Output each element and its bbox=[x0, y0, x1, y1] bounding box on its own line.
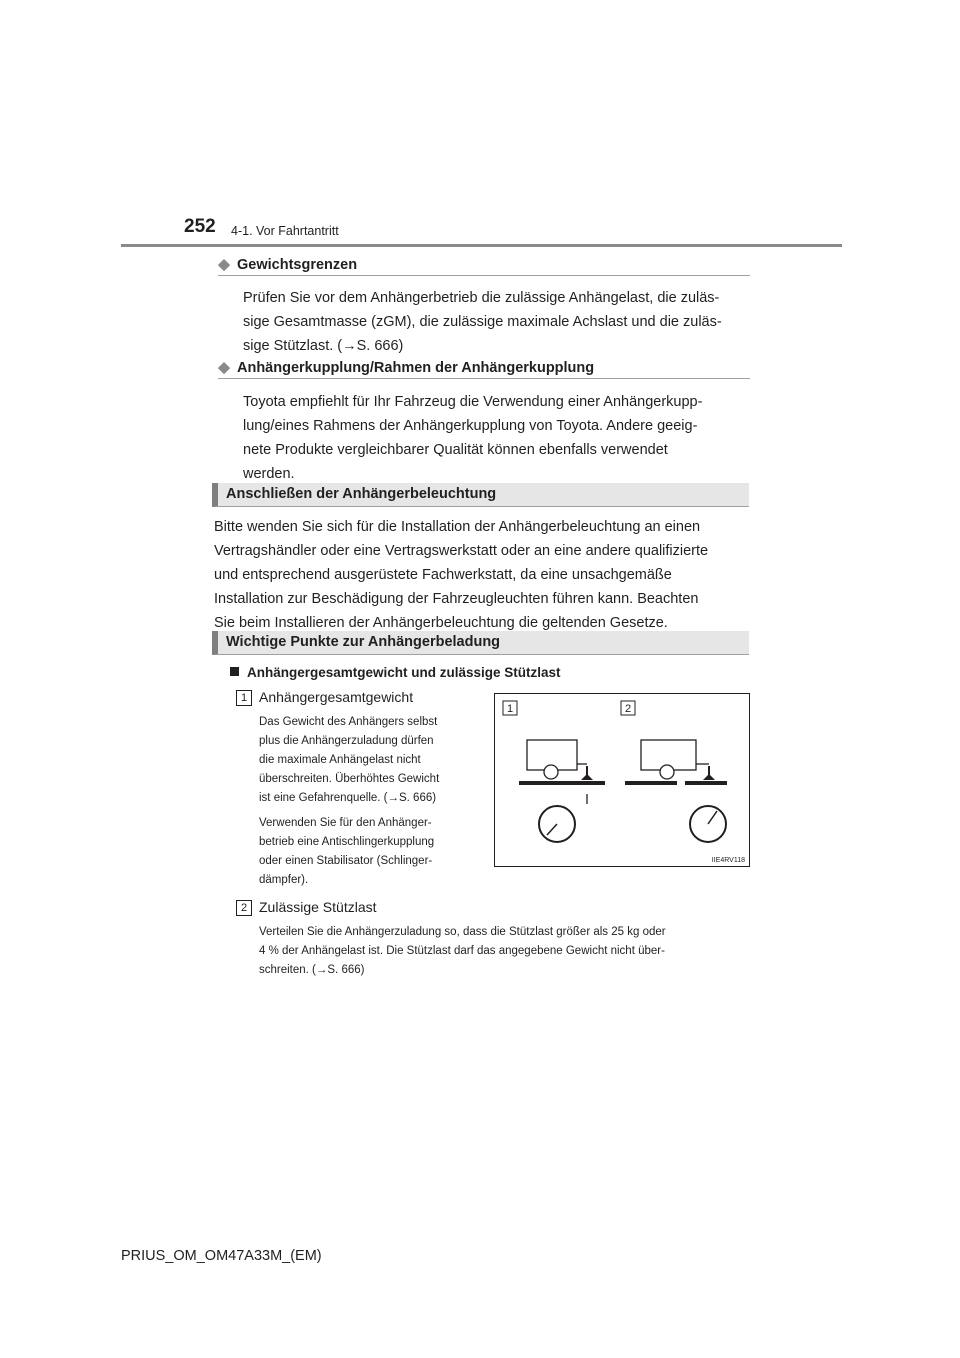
page-number: 252 bbox=[184, 216, 216, 237]
text-line: Installation zur Beschädigung der Fahrzeugleuchten führen kann. Beachten bbox=[214, 591, 699, 607]
diamond-bullet-icon: ◆ bbox=[218, 359, 230, 376]
text-line: werden. bbox=[243, 466, 295, 482]
item1-paragraph-1 bbox=[259, 713, 479, 808]
text-line: sige Gesamtmasse (zGM), die zulässige maximale Achslast und die zuläs- bbox=[243, 314, 722, 330]
text-line: dämpfer). bbox=[259, 874, 309, 886]
hitch-rule bbox=[218, 378, 750, 379]
square-bullet-icon bbox=[230, 667, 239, 676]
text-line: Vertragshändler oder eine Vertragswerkstatt oder an eine andere qualifizierte bbox=[214, 543, 709, 559]
text-line: plus die Anhängerzuladung dürfen bbox=[259, 735, 434, 747]
weight-limits-heading bbox=[218, 255, 750, 273]
weight-limits-rule bbox=[218, 275, 750, 276]
text-line: überschreiten. Überhöhtes Gewicht bbox=[259, 773, 440, 785]
text-line: oder einen Stabilisator (Schlinger- bbox=[259, 855, 433, 867]
text-line: Prüfen Sie vor dem Anhängerbetrieb die zulässige Anhängelast, die zuläs- bbox=[243, 290, 720, 306]
text-line: schreiten. (→S. 666) bbox=[259, 964, 365, 976]
item-number-badge: 2 bbox=[236, 900, 252, 916]
text-line: sige Stützlast. (→S. 666) bbox=[243, 338, 404, 354]
item-number-badge: 1 bbox=[236, 690, 252, 706]
text-line: und entsprechend ausgerüstete Fachwerkstatt, da eine unsachgemäße bbox=[214, 567, 672, 583]
weight-limits-title: Gewichtsgrenzen bbox=[237, 257, 358, 273]
text-line: Sie beim Installieren der Anhängerbeleuchtung die geltenden Gesetze. bbox=[214, 615, 668, 631]
loading-subheading bbox=[230, 665, 561, 680]
text-line: lung/eines Rahmens der Anhängerkupplung von Toyota. Andere geeig- bbox=[243, 418, 698, 434]
item2-title: Zulässige Stützlast bbox=[259, 899, 377, 915]
diamond-bullet-icon: ◆ bbox=[218, 256, 230, 273]
text-line: die maximale Anhängelast nicht bbox=[259, 754, 421, 766]
section-label: 4-1. Vor Fahrtantritt bbox=[231, 224, 339, 238]
figure-label-2: 2 bbox=[624, 703, 632, 715]
text-line: ist eine Gefahrenquelle. (→S. 666) bbox=[259, 792, 437, 804]
trailer-2-illustration bbox=[625, 740, 727, 842]
text-line: Verteilen Sie die Anhängerzuladung so, dass die Stützlast größer als 25 kg oder bbox=[259, 926, 666, 938]
trailer-weight-figure bbox=[494, 693, 750, 867]
item2-paragraph bbox=[259, 923, 745, 980]
loading-section-heading bbox=[212, 631, 749, 655]
text-line: Verwenden Sie für den Anhänger- bbox=[259, 817, 432, 829]
trailer-scale-illustration bbox=[495, 694, 749, 866]
loading-subheading-text: Anhängergesamtgewicht und zulässige Stützlast bbox=[247, 665, 561, 680]
header-divider bbox=[121, 244, 842, 247]
item1-title: Anhängergesamtgewicht bbox=[259, 689, 414, 705]
item1-paragraph-2 bbox=[259, 814, 479, 890]
text-line: nete Produkte vergleichbarer Qualität können ebenfalls verwendet bbox=[243, 442, 668, 458]
text-line: Bitte wenden Sie sich für die Installation der Anhängerbeleuchtung an einen bbox=[214, 519, 701, 535]
lighting-section-heading bbox=[212, 483, 749, 507]
lighting-paragraph bbox=[214, 515, 745, 635]
text-line: Toyota empfiehlt für Ihr Fahrzeug die Verwendung einer Anhängerkupp- bbox=[243, 394, 703, 410]
hitch-title: Anhängerkupplung/Rahmen der Anhängerkupplung bbox=[237, 360, 595, 376]
figure-code: IIE4RV118 bbox=[711, 857, 745, 864]
text-line: betrieb eine Antischlingerkupplung bbox=[259, 836, 435, 848]
text-line: 4 % der Anhängelast ist. Die Stützlast darf das angegebene Gewicht nicht über- bbox=[259, 945, 665, 957]
trailer-1-illustration bbox=[519, 740, 605, 842]
weight-limits-paragraph bbox=[243, 286, 745, 358]
hitch-paragraph bbox=[243, 390, 745, 486]
lighting-section-title: Anschließen der Anhängerbeleuchtung bbox=[226, 486, 497, 502]
figure-label-1: 1 bbox=[506, 703, 514, 715]
loading-section-title: Wichtige Punkte zur Anhängerbeladung bbox=[226, 634, 501, 650]
hitch-heading bbox=[218, 358, 750, 376]
text-line: Das Gewicht des Anhängers selbst bbox=[259, 716, 438, 728]
document-id: PRIUS_OM_OM47A33M_(EM) bbox=[121, 1248, 322, 1264]
